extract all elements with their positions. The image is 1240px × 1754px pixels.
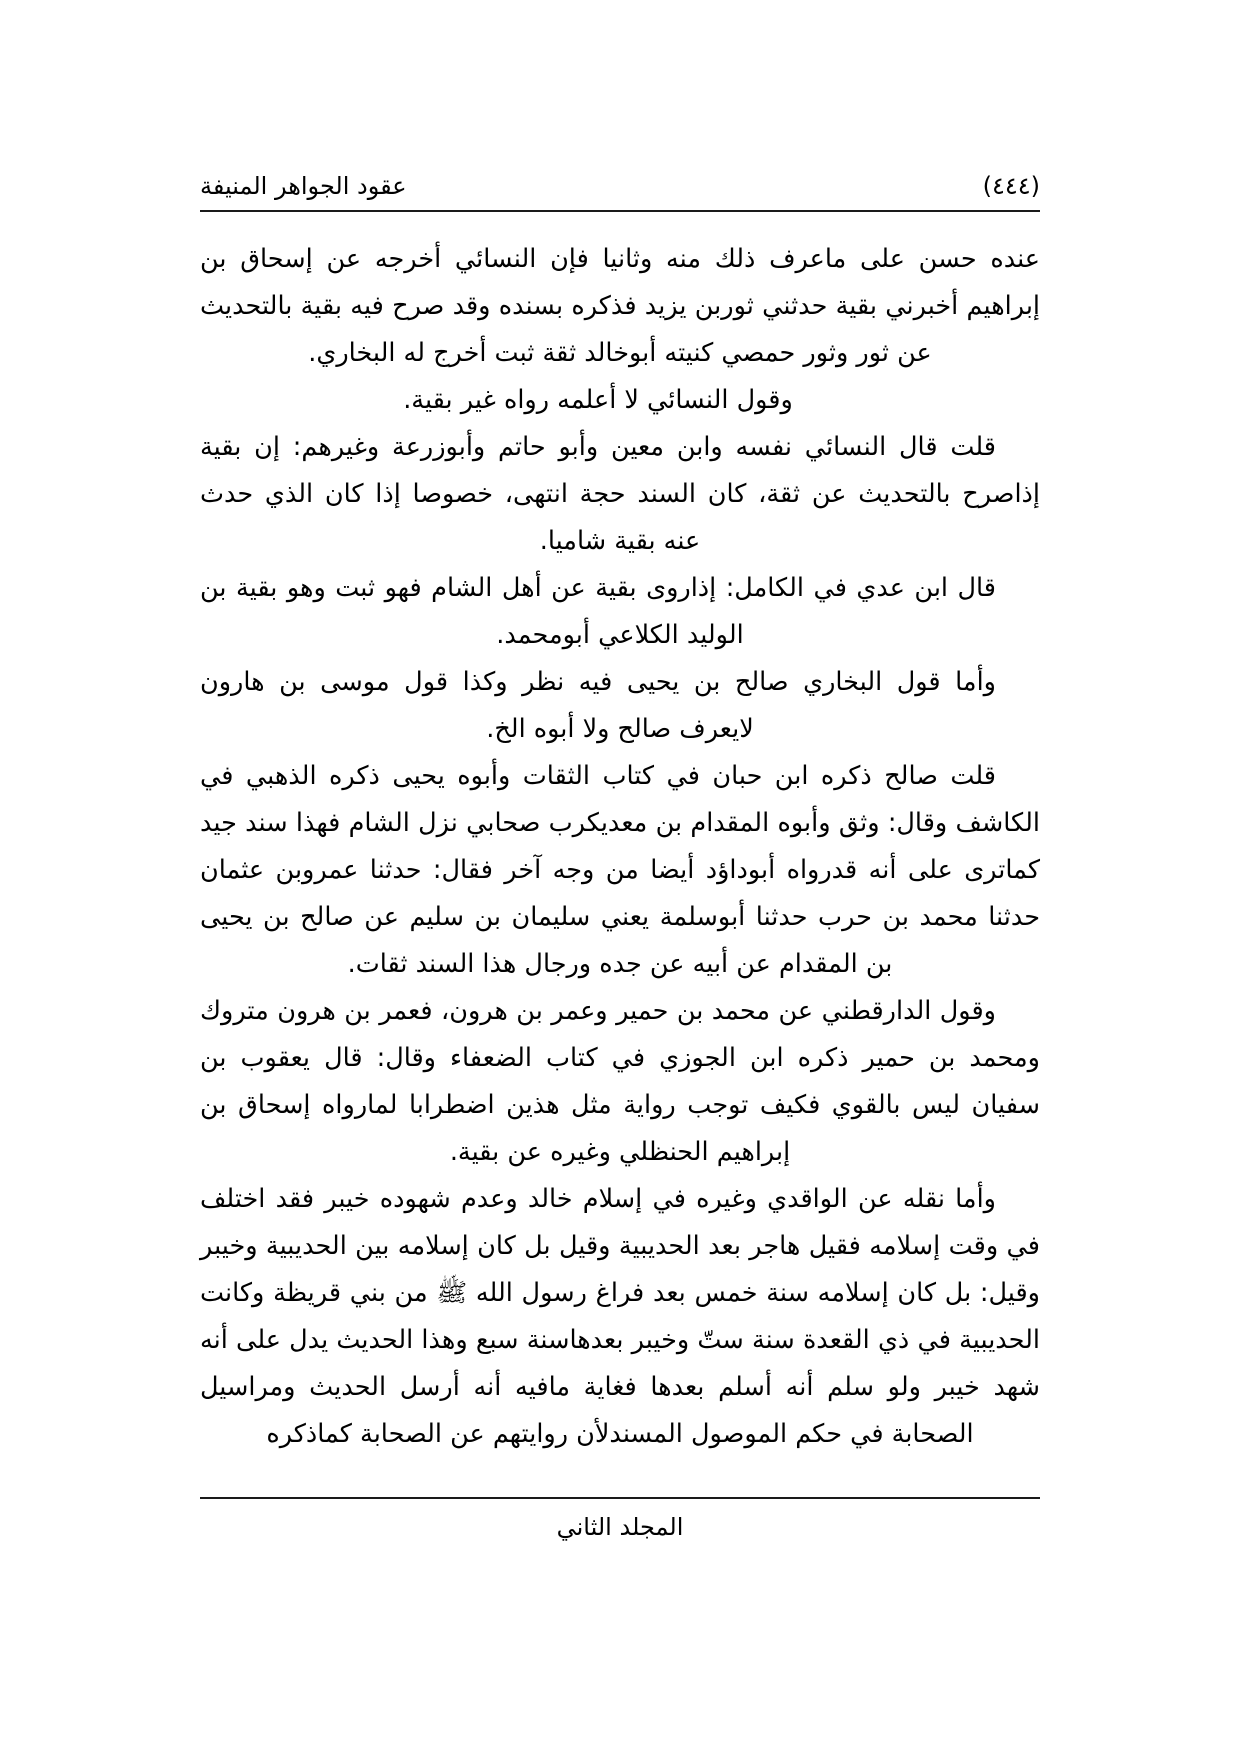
paragraph: وقول الدارقطني عن محمد بن حمير وعمر بن هرون، فعمر بن هرون متروك ومحمد بن حمير ذكره ابن الجوزي في كتاب الضعفاء وقال: قال يعقوب بن سفيان ليس بالقوي فكيف توجب رواية مثل هذين اضطرابا لمارواه إسحاق بن إبراهيم الحنظلي وغيره عن بقية. [200, 996, 1040, 1167]
paragraph: وقول النسائي لا أعلمه رواه غير بقية. [403, 385, 793, 415]
header-divider [200, 210, 1040, 212]
body-text [200, 236, 1040, 1458]
page-header [200, 172, 1040, 208]
paragraph: عنده حسن على ماعرف ذلك منه وثانيا فإن النسائي أخرجه عن إسحاق بن إبراهيم أخبرني بقية حدثني ثوربن يزيد فذكره بسنده وقد صرح فيه بقية بالتحديث عن ثور وثور حمصي كنيته أبوخالد ثقة ثبت أخرج له البخاري. [200, 244, 1040, 368]
page-content [200, 172, 1040, 1458]
paragraph: قال ابن عدي في الكامل: إذاروى بقية عن أهل الشام فهو ثبت وهو بقية بن الوليد الكلاعي أبومحمد. [200, 573, 996, 650]
paragraph: وأما قول البخاري صالح بن يحيى فيه نظر وكذا قول موسى بن هارون لايعرف صالح ولا أبوه الخ. [200, 667, 996, 744]
paragraph: وأما نقله عن الواقدي وغيره في إسلام خالد وعدم شهوده خيبر فقد اختلف في وقت إسلامه فقيل هاجر بعد الحديبية وقيل بل كان إسلامه بين الحديبية وخيبر وقيل: بل كان إسلامه سنة خمس بعد فراغ رسول الله ﷺ من بني قريظة وكانت الحديبية في ذي القعدة سنة ستّ وخيبر بعدهاسنة سبع وهذا الحديث يدل على أنه شهد خيبر ولو سلم أنه أسلم بعدها فغاية مافيه أنه أرسل الحديث ومراسيل الصحابة في حكم الموصول المسندلأن روايتهم عن الصحابة كماذكره [200, 1184, 1040, 1449]
volume-label: المجلد الثاني [556, 1513, 684, 1541]
page-number: (٤٤٤) [982, 172, 1040, 200]
page-footer [200, 1497, 1040, 1541]
paragraph: قلت صالح ذكره ابن حبان في كتاب الثقات وأبوه يحيى ذكره الذهبي في الكاشف وقال: وثق وأبوه المقدام بن معديكرب صحابي نزل الشام فهذا سند جيد كماترى على أنه قدرواه أبوداؤد أيضا من وجه آخر فقال: حدثنا عمروبن عثمان حدثنا محمد بن حرب حدثنا أبوسلمة يعني سليمان بن سليم عن صالح بن يحيى بن المقدام عن أبيه عن جده ورجال هذا السند ثقات. [200, 761, 1040, 979]
footer-divider [200, 1497, 1040, 1499]
paragraph: قلت قال النسائي نفسه وابن معين وأبو حاتم وأبوزرعة وغيرهم: إن بقية إذاصرح بالتحديث عن ثقة، كان السند حجة انتهى، خصوصا إذا كان الذي حدث عنه بقية شاميا. [200, 432, 1040, 556]
book-title: عقود الجواهر المنيفة [200, 172, 407, 200]
